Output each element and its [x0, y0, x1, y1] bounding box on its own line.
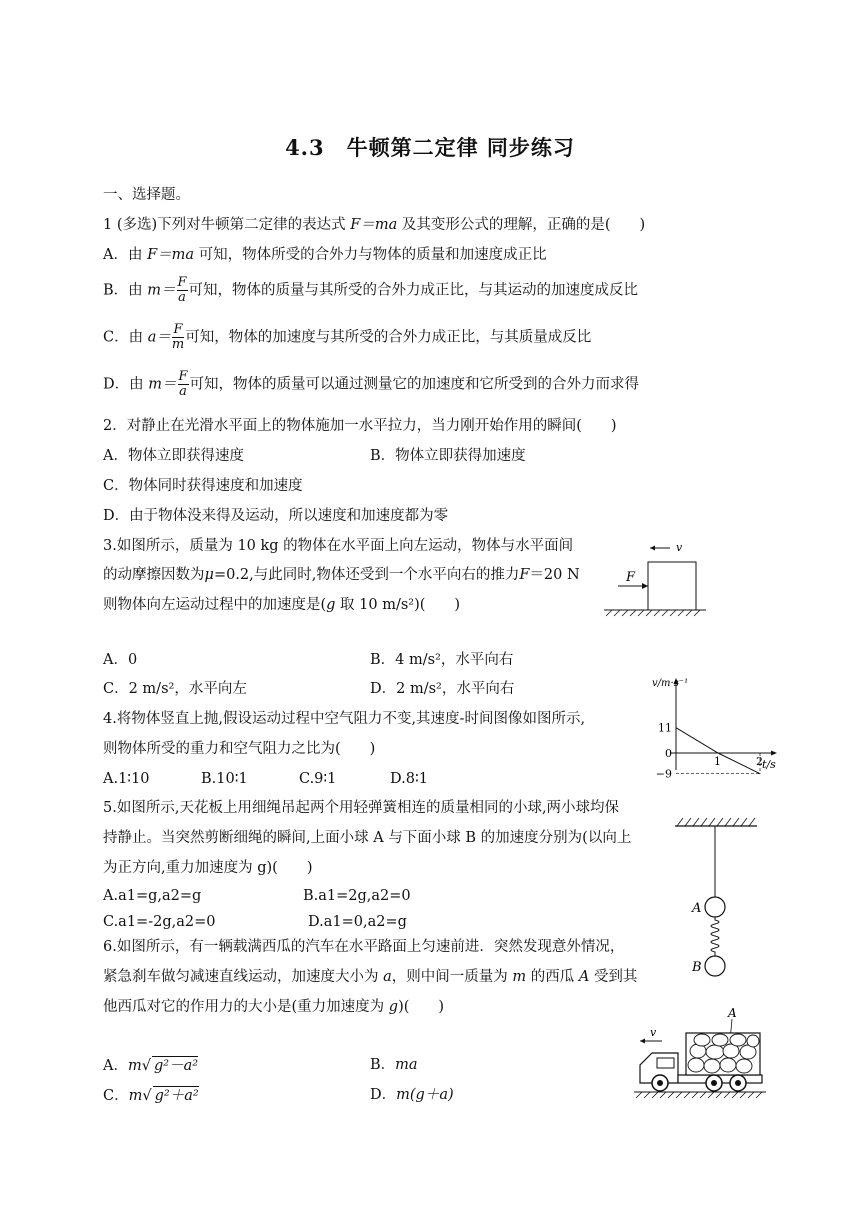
y-tick-label: 0 — [665, 747, 672, 760]
watermelons — [688, 1034, 759, 1073]
x-tick-label: 2 — [756, 755, 763, 768]
q3-option-d: D．2 m/s²，水平向右 — [370, 681, 515, 697]
x-tick-label: 1 — [714, 755, 721, 768]
q5-line2: 持静止。当突然剪断细绳的瞬间,上面小球 A 与下面小球 B 的加速度分别为(以向上 — [103, 830, 632, 846]
q5-option-c: C.a1=-2g,a2=0 — [103, 914, 216, 930]
q1-stem: 1 (多选)下列对牛顿第二定律的表达式 F＝ma 及其变形公式的理解，正确的是( ) — [103, 217, 646, 233]
q2-stem: 2．对静止在光滑水平面上的物体施加一水平拉力，当力刚开始作用的瞬间( ) — [103, 418, 617, 434]
q3-option-c: C．2 m/s²，水平向左 — [103, 681, 247, 697]
q3-line1: 3.如图所示，质量为 10 kg 的物体在水平面上向左运动，物体与水平面间 — [103, 538, 574, 554]
ball-b — [705, 956, 725, 976]
y-tick-label: −9 — [655, 767, 672, 781]
spring — [711, 917, 719, 956]
q2-option-c: C．物体同时获得速度和加速度 — [103, 478, 303, 494]
q3-velocity-label: v — [676, 541, 683, 554]
q6-option-b: B．ma — [370, 1057, 418, 1073]
q6-line3: 他西瓜对它的作用力的大小是(重力加速度为 g)( ) — [103, 999, 445, 1015]
q6-option-c: C．m√ g²＋a² — [103, 1088, 199, 1104]
q3-force-label: F — [626, 570, 636, 585]
q5-spring-figure — [665, 812, 765, 987]
q5-option-a: A.a1=g,a2=g — [103, 888, 202, 904]
x-axis-label: t/s — [762, 758, 776, 771]
q6-option-d: D．m(g＋a) — [370, 1087, 454, 1103]
q4-option-b: B.10∶1 — [201, 771, 248, 787]
q6-line1: 6.如图所示，有一辆载满西瓜的汽车在水平路面上匀速前进．突然发现意外情况， — [103, 939, 625, 955]
q4-option-c: C.9∶1 — [299, 771, 337, 787]
q6-line2: 紧急刹车做匀减速直线运动，加速度大小为 a，则中间一质量为 m 的西瓜 A 受到其 — [103, 969, 638, 985]
ball-a — [705, 897, 725, 917]
q1-option-d: D．由 m＝ $\frac{F}{a}$ 可知，物体的质量可以通过测量它的加速度和它所受到的合外力而求得 — [103, 369, 640, 399]
q3-line2: 的动摩擦因数为μ=0.2,与此同时,物体还受到一个水平向右的推力F＝20 N — [103, 567, 580, 583]
q4-option-d: D.8∶1 — [390, 771, 428, 787]
q4-velocity-time-chart — [630, 670, 785, 785]
x-axis-arrow — [771, 751, 777, 756]
q3-block-figure — [598, 538, 708, 620]
q2-option-b: B．物体立即获得加速度 — [370, 448, 526, 464]
y-tick-label: 11 — [658, 721, 672, 735]
q3-option-a: A．0 — [103, 652, 138, 668]
q1-option-c: C．由 a＝ $\frac{F}{m}$ 可知，物体的加速度与其所受的合外力成正比，与其质量成反比 — [103, 322, 592, 352]
page-title: 4.3 牛顿第二定律 同步练习 — [285, 135, 575, 160]
ball-b-label: B — [692, 960, 702, 975]
q1-option-a: A．由 F＝ma 可知，物体所受的合外力与物体的质量和加速度成正比 — [103, 247, 547, 263]
q5-option-b: B.a1=2g,a2=0 — [303, 888, 411, 904]
q4-line2: 则物体所受的重力和空气阻力之比为( ) — [103, 741, 376, 757]
q4-option-a: A.1∶10 — [103, 771, 150, 787]
q5-line3: 为正方向,重力加速度为 g)( ) — [103, 860, 313, 876]
ball-a-label: A — [692, 901, 702, 916]
q6-truck-figure — [630, 1003, 770, 1103]
q6-option-a: A．m√ g²－a² — [103, 1058, 199, 1074]
q2-option-d: D．由于物体没来得及运动，所以速度和加速度都为零 — [103, 508, 449, 524]
y-axis-label: v/m·s⁻¹ — [652, 678, 689, 689]
q5-line1: 5.如图所示,天花板上用细绳吊起两个用轻弹簧相连的质量相同的小球,两小球均保 — [103, 800, 620, 816]
q3-option-b: B．4 m/s²，水平向右 — [370, 652, 514, 668]
q5-option-d: D.a1=0,a2=g — [308, 914, 407, 930]
q3-line3: 则物体向左运动过程中的加速度是(g 取 10 m/s²)( ) — [103, 597, 461, 613]
q4-line1: 4.将物体竖直上抛,假设运动过程中空气阻力不变,其速度-时间图像如图所示, — [103, 711, 586, 727]
q6-velocity-label: v — [650, 1026, 657, 1039]
q1-option-b: B．由 m＝ $\frac{F}{a}$ 可知，物体的质量与其所受的合外力成正比，与其运动的加速度成反比 — [103, 275, 639, 305]
section-heading: 一、选择题。 — [103, 187, 190, 203]
q6-melon-label: A — [728, 1006, 737, 1020]
q2-option-a: A．物体立即获得速度 — [103, 448, 244, 464]
